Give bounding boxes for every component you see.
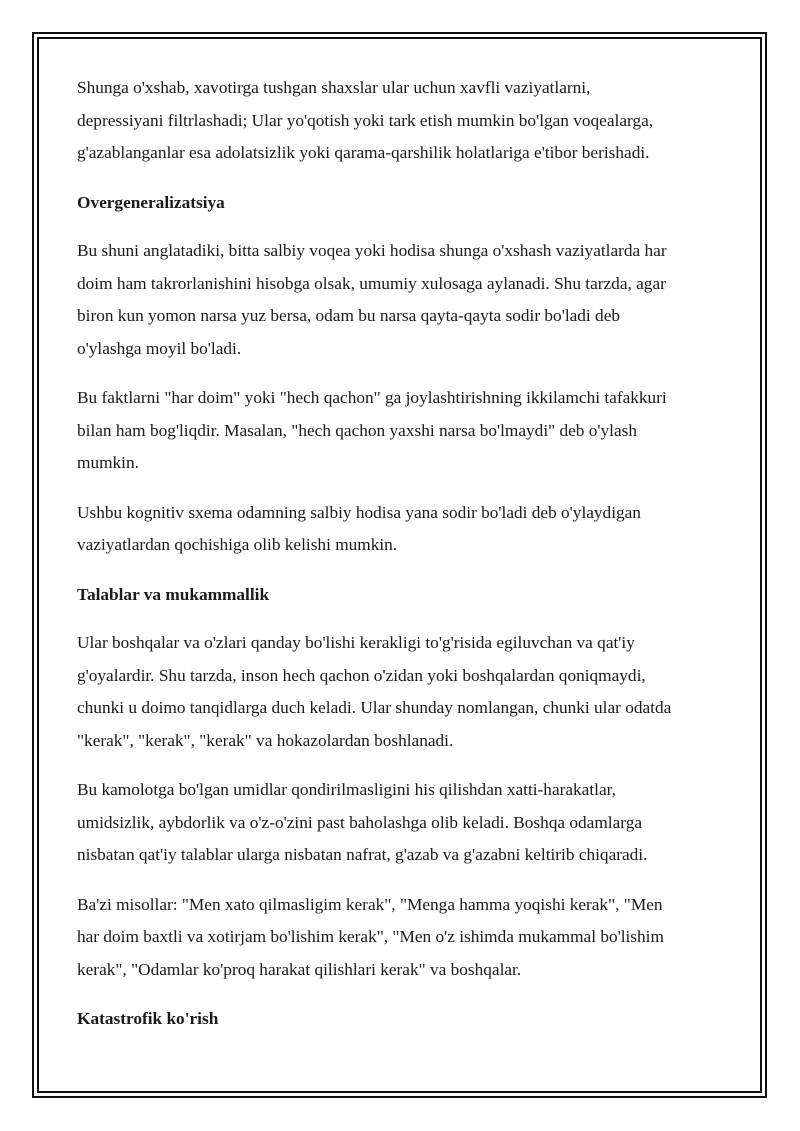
paragraph xyxy=(77,382,727,480)
text-line: mumkin. xyxy=(77,453,139,472)
text-line: doim ham takrorlanishini hisobga olsak, umumiy xulosaga aylanadi. Shu tarzda, agar xyxy=(77,273,666,293)
paragraph xyxy=(77,889,727,987)
text-line: chunki u doimo tanqidlarga duch keladi. Ular shunday nomlangan, chunki ular odatda xyxy=(77,698,672,717)
text-line: depressiyani filtrlashadi; Ular yo'qotish yoki tark etish mumkin bo'lgan voqealarga, xyxy=(77,110,654,130)
text-line: kerak", "Odamlar ko'proq harakat qilishlari kerak" va boshqalar. xyxy=(77,959,522,979)
text-line: g'azablanganlar esa adolatsizlik yoki qarama-qarshilik holatlariga e'tibor berishadi. xyxy=(77,143,650,162)
text-line: Shunga o'xshab, xavotirga tushgan shaxslar ular uchun xavfli vaziyatlarni, xyxy=(77,78,591,97)
paragraph xyxy=(77,497,727,562)
text-line: Bu kamolotga bo'lgan umidlar qondirilmasligini his qilishdan xatti-harakatlar, xyxy=(77,780,617,799)
paragraph xyxy=(77,627,727,757)
text-line: umidsizlik, aybdorlik va o'z-o'zini past baholashga olib keladi. Boshqa odamlarga xyxy=(77,812,643,832)
paragraph xyxy=(77,72,727,170)
text-line: Ushbu kognitiv sxema odamning salbiy hodisa yana sodir bo'ladi deb o'ylaydigan xyxy=(77,502,641,522)
section-heading: Katastrofik ko'rish xyxy=(77,1009,219,1028)
text-line: nisbatan qat'iy talablar ularga nisbatan nafrat, g'azab va g'azabni keltirib chiqaradi. xyxy=(77,845,648,864)
document-body xyxy=(77,72,727,1052)
text-line: "kerak", "kerak", "kerak" va hokazolardan boshlanadi. xyxy=(77,730,454,750)
text-line: vaziyatlardan qochishiga olib kelishi mumkin. xyxy=(77,535,398,554)
text-line: Ular boshqalar va o'zlari qanday bo'lishi kerakligi to'g'risida egiluvchan va qat'iy xyxy=(77,633,635,652)
paragraph xyxy=(77,774,727,872)
paragraph xyxy=(77,235,727,365)
text-line: Ba'zi misollar: "Men xato qilmasligim kerak", "Menga hamma yoqishi kerak", "Men xyxy=(77,894,663,914)
section-heading: Overgeneralizatsiya xyxy=(77,192,225,212)
section-heading: Talablar va mukammallik xyxy=(77,584,270,604)
text-line: g'oyalardir. Shu tarzda, inson hech qachon o'zidan yoki boshqalardan qoniqmaydi, xyxy=(77,665,646,685)
text-line: har doim baxtli va xotirjam bo'lishim kerak", "Men o'z ishimda mukammal bo'lishim xyxy=(77,927,664,946)
text-line: biron kun yomon narsa yuz bersa, odam bu narsa qayta-qayta sodir bo'ladi deb xyxy=(77,306,621,325)
text-line: o'ylashga moyil bo'ladi. xyxy=(77,338,242,358)
text-line: bilan ham bog'liqdir. Masalan, "hech qachon yaxshi narsa bo'lmaydi" deb o'ylash xyxy=(77,420,638,440)
text-line: Bu shuni anglatadiki, bitta salbiy voqea yoki hodisa shunga o'xshash vaziyatlarda har xyxy=(77,241,667,260)
text-line: Bu faktlarni "har doim" yoki "hech qachon" ga joylashtirishning ikkilamchi tafakkuri xyxy=(77,388,667,407)
